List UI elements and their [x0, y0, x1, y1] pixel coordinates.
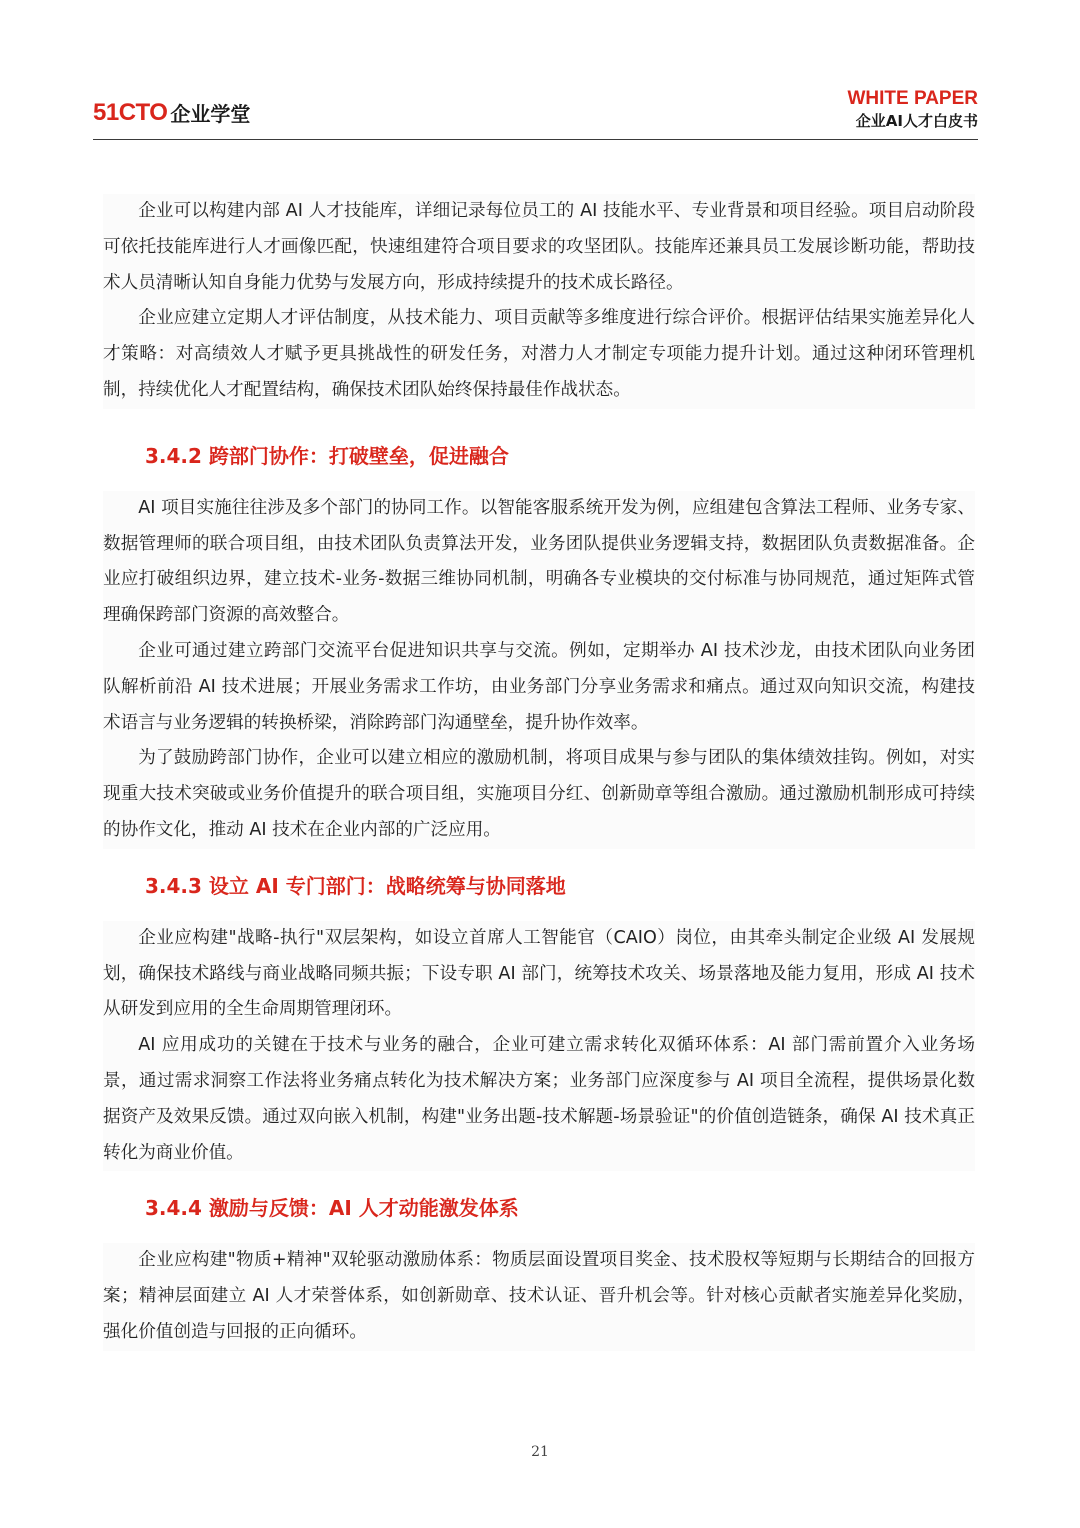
page-number: 21	[531, 1444, 549, 1460]
section-3-4-3	[103, 921, 975, 1172]
paragraph: AI 项目实施往往涉及多个部门的协同工作。以智能客服系统开发为例，应组建包含算法工程师、业务专家、数据管理师的联合项目组，由技术团队负责算法开发，业务团队提供业务逻辑支持，数据团队负责数据准备。企业应打破组织边界，建立技术-业务-数据三维协同机制，明确各专业模块的交付标准与协同规范，通过矩阵式管理确保跨部门资源的高效整合。	[103, 497, 975, 626]
section-heading-3-4-2: 3.4.2 跨部门协作：打破壁垒，促进融合	[145, 443, 509, 468]
paragraph: 企业应构建"物质+精神"双轮驱动激励体系：物质层面设置项目奖金、技术股权等短期与长期结合的回报方案；精神层面建立 AI 人才荣誉体系，如创新勋章、技术认证、晋升机会等。针对核心贡献者实施差异化奖励，强化价值创造与回报的正向循环。	[103, 1250, 975, 1342]
section-heading-3-4-3: 3.4.3 设立 AI 专门部门：战略统筹与协同落地	[145, 873, 566, 898]
paragraph: 企业可通过建立跨部门交流平台促进知识共享与交流。例如，定期举办 AI 技术沙龙，由技术团队向业务团队解析前沿 AI 技术进展；开展业务需求工作坊，由业务部门分享业务需求和痛点。通过双向知识交流，构建技术语言与业务逻辑的转换桥梁，消除跨部门沟通壁垒，提升协作效率。	[103, 640, 975, 733]
white-paper-label: WHITE PAPER	[847, 88, 978, 109]
paragraph: AI 应用成功的关键在于技术与业务的融合，企业可建立需求转化双循环体系：AI 部门需前置介入业务场景，通过需求洞察工作法将业务痛点转化为技术解决方案；业务部门应深度参与 AI 项目全流程，提供场景化数据资产及效果反馈。通过双向嵌入机制，构建"业务出题-技术解题-场景验证"的价值创造链条，确保 AI 技术真正转化为商业价值。	[103, 1035, 975, 1163]
section-3-4-4	[103, 1243, 975, 1350]
page-header	[0, 0, 1080, 140]
page-body	[103, 194, 975, 1351]
brand-logo	[93, 98, 250, 134]
section-heading-3-4-4: 3.4.4 激励与反馈：AI 人才动能激发体系	[145, 1196, 519, 1221]
intro-section	[103, 194, 975, 409]
paragraph: 企业可以构建内部 AI 人才技能库，详细记录每位员工的 AI 技能水平、专业背景和项目经验。项目启动阶段可依托技能库进行人才画像匹配，快速组建符合项目要求的攻坚团队。技能库还兼具员工发展诊断功能，帮助技术人员清晰认知自身能力优势与发展方向，形成持续提升的技术成长路径。	[103, 201, 975, 293]
document-label	[847, 88, 978, 131]
paragraph: 企业应构建"战略-执行"双层架构，如设立首席人工智能官（CAIO）岗位，由其牵头制定企业级 AI 发展规划，确保技术路线与商业战略同频共振；下设专职 AI 部门，统筹技术攻关、场景落地及能力复用，形成 AI 技术从研发到应用的全生命周期管理闭环。	[103, 927, 975, 1020]
document-title: 企业AI人才白皮书	[855, 112, 978, 130]
paragraph: 为了鼓励跨部门协作，企业可以建立相应的激励机制，将项目成果与参与团队的集体绩效挂钩。例如，对实现重大技术突破或业务价值提升的联合项目组，实施项目分红、创新勋章等组合激励。通过激励机制形成可持续的协作文化，推动 AI 技术在企业内部的广泛应用。	[103, 748, 975, 840]
logo-mark: 51CTO	[93, 98, 168, 126]
header-divider	[93, 139, 978, 140]
paragraph: 企业应建立定期人才评估制度，从技术能力、项目贡献等多维度进行综合评价。根据评估结果实施差异化人才策略：对高绩效人才赋予更具挑战性的研发任务，对潜力人才制定专项能力提升计划。通过这种闭环管理机制，持续优化人才配置结构，确保技术团队始终保持最佳作战状态。	[103, 308, 975, 400]
logo-text: 企业学堂	[170, 102, 251, 126]
section-3-4-2	[103, 491, 975, 849]
